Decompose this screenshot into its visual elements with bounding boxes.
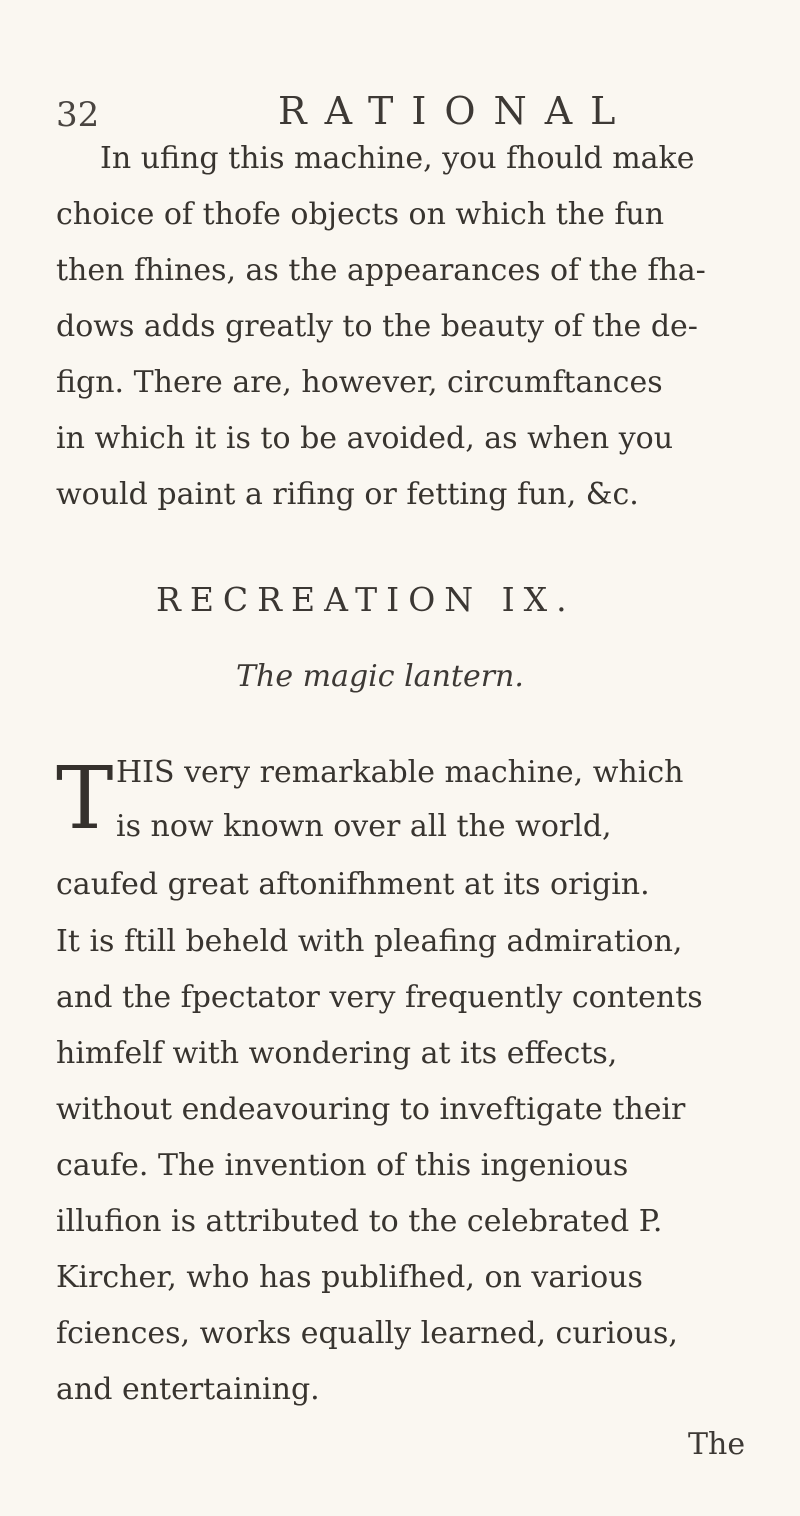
running-head: RATIONAL [278, 89, 634, 133]
text-line: himfelf with wondering at its effects, [56, 1036, 618, 1071]
text-line: would paint a rifing or fetting fun, &c. [56, 477, 639, 512]
text-line: dows adds greatly to the beauty of the de- [56, 309, 698, 344]
text-line: fign. There are, however, circumftances [56, 365, 663, 400]
text-line: is now known over all the world, [116, 809, 612, 844]
text-line: then fhines, as the appearances of the fha- [56, 253, 706, 288]
text-line: and the fpectator very frequently contents [56, 980, 703, 1015]
text-line: fciences, works equally learned, curious, [56, 1316, 678, 1351]
text-line: It is ftill beheld with pleafing admiration, [56, 924, 683, 959]
page-number: 32 [56, 95, 100, 135]
section-subheading: The magic lantern. [236, 659, 524, 694]
text-line: In ufing this machine, you fhould make [100, 141, 695, 176]
text-line: illufion is attributed to the celebrated P. [56, 1204, 663, 1239]
drop-cap: T [56, 749, 114, 849]
text-line: choice of thofe objects on which the fun [56, 197, 665, 232]
text-line: caufe. The invention of this ingenious [56, 1148, 629, 1183]
text-line: caufed great aftonifhment at its origin. [56, 867, 650, 902]
text-line: HIS very remarkable machine, which [116, 755, 684, 790]
catchword: The [688, 1427, 746, 1462]
text-line: and entertaining. [56, 1372, 320, 1407]
text-line: without endeavouring to inveftigate their [56, 1092, 686, 1127]
text-line: Kircher, who has publifhed, on various [56, 1260, 643, 1295]
section-heading: RECREATION IX. [156, 580, 576, 619]
text-line: in which it is to be avoided, as when you [56, 421, 674, 456]
